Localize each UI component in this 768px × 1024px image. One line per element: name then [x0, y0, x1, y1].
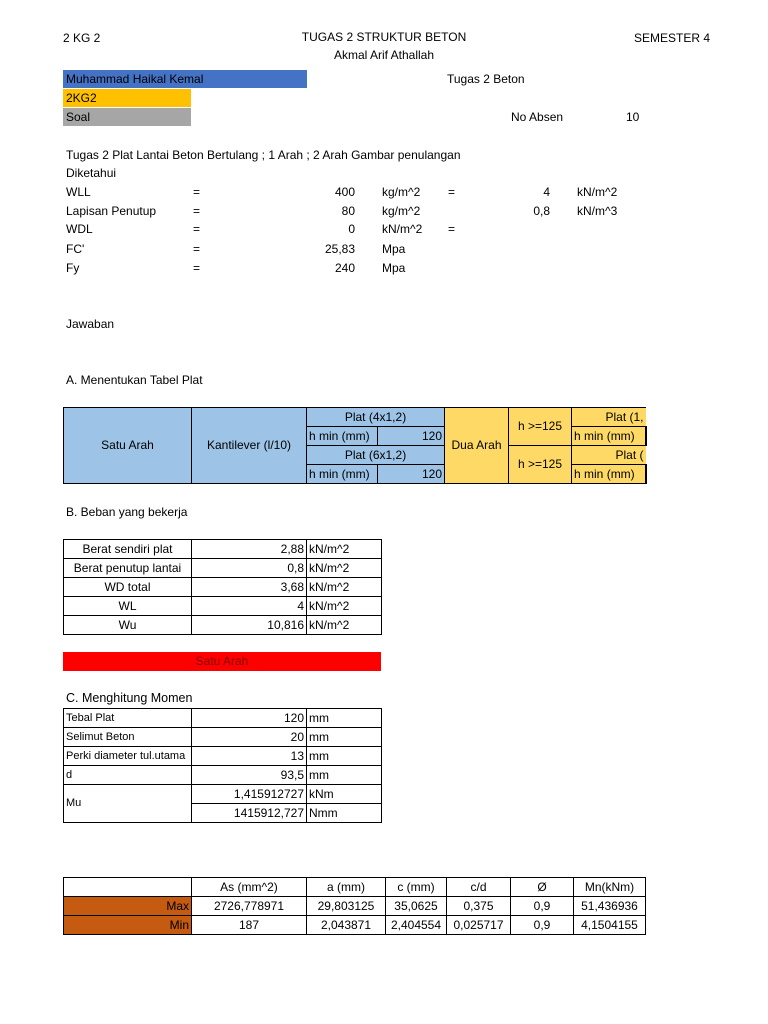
load-label[interactable]: WD total: [64, 578, 192, 597]
table-row: [64, 616, 382, 635]
param-unit[interactable]: mm: [307, 728, 382, 747]
col-header[interactable]: a (mm): [307, 878, 386, 897]
table-row: [64, 709, 382, 728]
load-value[interactable]: 3,68: [192, 578, 307, 597]
known-value: 80: [341, 204, 355, 218]
result-cell[interactable]: 0,9: [511, 897, 574, 916]
converted-unit: kN/m^2: [577, 185, 618, 199]
load-unit[interactable]: kN/m^2: [307, 616, 382, 635]
known-value: 0: [348, 222, 355, 236]
mu-nmm-unit[interactable]: Nmm: [307, 804, 382, 823]
result-cell[interactable]: 2726,778971: [192, 897, 307, 916]
h-min-cond-1[interactable]: h >=125: [509, 408, 572, 446]
param-label[interactable]: Tebal Plat: [64, 709, 192, 728]
table-row: [64, 747, 382, 766]
load-label[interactable]: WL: [64, 597, 192, 616]
param-value[interactable]: 20: [192, 728, 307, 747]
load-unit[interactable]: kN/m^2: [307, 597, 382, 616]
class-code: 2 KG 2: [63, 31, 101, 45]
result-cell[interactable]: 2,404554: [386, 916, 447, 935]
param-unit[interactable]: mm: [307, 709, 382, 728]
known-unit: Mpa: [382, 261, 406, 275]
table-row: [64, 785, 382, 804]
known-name: FC': [66, 242, 85, 256]
doc-title: TUGAS 2 STRUKTUR BETON: [301, 30, 467, 44]
col-header[interactable]: c (mm): [386, 878, 447, 897]
satu-arah-banner[interactable]: Satu Arah: [63, 652, 381, 671]
result-cell[interactable]: 29,803125: [307, 897, 386, 916]
result-cell[interactable]: 0,9: [511, 916, 574, 935]
load-label[interactable]: Berat penutup lantai: [64, 559, 192, 578]
result-cell[interactable]: 35,0625: [386, 897, 447, 916]
table-row: [64, 559, 382, 578]
row-label-max[interactable]: Max: [64, 897, 192, 916]
known-name: WLL: [66, 185, 91, 199]
known-name: Lapisan Penutup: [66, 204, 157, 218]
hmin-label-3[interactable]: h min (mm): [572, 427, 646, 446]
equals-sign: =: [193, 261, 201, 275]
load-unit[interactable]: kN/m^2: [307, 578, 382, 597]
result-cell[interactable]: 51,436936: [574, 897, 646, 916]
load-table: [63, 539, 382, 635]
result-cell[interactable]: 0,025717: [447, 916, 511, 935]
result-table: [63, 877, 646, 935]
task-label: Tugas 2 Beton: [447, 72, 525, 86]
corner-cell: [64, 878, 192, 897]
result-cell[interactable]: 2,043871: [307, 916, 386, 935]
converted-value: 0,8: [533, 204, 550, 218]
hmin-label-1[interactable]: h min (mm): [307, 427, 378, 446]
author: Akmal Arif Athallah: [333, 48, 435, 62]
param-label[interactable]: Perki diameter tul.utama: [64, 747, 192, 766]
param-value[interactable]: 13: [192, 747, 307, 766]
known-name: Fy: [66, 261, 80, 275]
section-a-title: A. Menentukan Tabel Plat: [66, 373, 203, 387]
equals-sign: =: [193, 185, 201, 199]
known-unit: Mpa: [382, 242, 406, 256]
table-row: [64, 897, 646, 916]
student-class-cell[interactable]: 2KG2: [63, 89, 191, 107]
known-value: 240: [334, 261, 355, 275]
soal-cell[interactable]: Soal: [63, 108, 191, 126]
satu-arah-cell[interactable]: Satu Arah: [64, 408, 192, 484]
known-label: Diketahui: [66, 166, 117, 180]
param-label[interactable]: d: [64, 766, 192, 785]
load-unit[interactable]: kN/m^2: [307, 559, 382, 578]
load-label[interactable]: Wu: [64, 616, 192, 635]
student-name-cell[interactable]: Muhammad Haikal Kemal: [63, 70, 307, 88]
mu-label[interactable]: Mu: [64, 785, 192, 823]
load-value[interactable]: 2,88: [192, 540, 307, 559]
load-value[interactable]: 0,8: [192, 559, 307, 578]
col-header[interactable]: c/d: [447, 878, 511, 897]
h-min-cond-2[interactable]: h >=125: [509, 446, 572, 484]
equals-sign: =: [193, 242, 201, 256]
hmin-value-1[interactable]: 120: [378, 427, 445, 446]
col-header[interactable]: Ø: [511, 878, 574, 897]
table-row: [64, 916, 646, 935]
known-value: 25,83: [324, 242, 355, 256]
hmin-value-2[interactable]: 120: [378, 465, 445, 484]
col-header[interactable]: As (mm^2): [192, 878, 307, 897]
param-label[interactable]: Selimut Beton: [64, 728, 192, 747]
param-value[interactable]: 120: [192, 709, 307, 728]
section-c-title: C. Menghitung Momen: [66, 691, 193, 705]
table-row: [64, 597, 382, 616]
table-row: [64, 728, 382, 747]
param-unit[interactable]: mm: [307, 766, 382, 785]
row-label-min[interactable]: Min: [64, 916, 192, 935]
result-cell[interactable]: 4,1504155: [574, 916, 646, 935]
param-unit[interactable]: mm: [307, 747, 382, 766]
param-value[interactable]: 93,5: [192, 766, 307, 785]
known-unit: kg/m^2: [382, 185, 421, 199]
equals-sign: =: [193, 222, 201, 236]
hmin-label-4[interactable]: h min (mm): [572, 465, 646, 484]
mu-knm-unit[interactable]: kNm: [307, 785, 382, 804]
dua-arah-cell[interactable]: Dua Arah: [445, 408, 509, 484]
plat-2-cell[interactable]: Plat (: [572, 446, 646, 465]
problem-title: Tugas 2 Plat Lantai Beton Bertulang ; 1 Arah ; 2 Arah Gambar penulangan: [66, 148, 461, 162]
converted-value: 4: [543, 185, 550, 199]
semester: SEMESTER 4: [634, 31, 711, 45]
table-row: [64, 766, 382, 785]
converted-unit: kN/m^3: [577, 204, 618, 218]
known-unit: kN/m^2: [382, 222, 423, 236]
moment-table: [63, 708, 382, 823]
col-header[interactable]: Mn(kNm): [574, 878, 646, 897]
load-label[interactable]: Berat sendiri plat: [64, 540, 192, 559]
result-cell[interactable]: 0,375: [447, 897, 511, 916]
table-row: [64, 540, 382, 559]
equals-sign: =: [448, 222, 456, 236]
table-header-row: [64, 878, 646, 897]
mu-knm-value[interactable]: 1,415912727: [192, 785, 307, 804]
equals-sign: =: [448, 185, 456, 199]
known-name: WDL: [66, 222, 93, 236]
result-cell[interactable]: 187: [192, 916, 307, 935]
absen-label: No Absen: [511, 110, 564, 124]
known-unit: kg/m^2: [382, 204, 421, 218]
table-row: [64, 578, 382, 597]
load-unit[interactable]: kN/m^2: [307, 540, 382, 559]
hmin-label-2[interactable]: h min (mm): [307, 465, 378, 484]
plat-1-cell[interactable]: Plat (1,: [572, 408, 646, 427]
answer-label: Jawaban: [66, 317, 115, 331]
load-value[interactable]: 10,816: [192, 616, 307, 635]
absen-value: 10: [626, 110, 640, 124]
known-value: 400: [334, 185, 355, 199]
plat-4x12-cell[interactable]: Plat (4x1,2): [307, 408, 445, 427]
plat-6x12-cell[interactable]: Plat (6x1,2): [307, 446, 445, 465]
plate-table: [63, 407, 647, 484]
equals-sign: =: [193, 204, 201, 218]
mu-nmm-value[interactable]: 1415912,727: [192, 804, 307, 823]
kantilever-cell[interactable]: Kantilever (l/10): [192, 408, 307, 484]
section-b-title: B. Beban yang bekerja: [66, 505, 188, 519]
load-value[interactable]: 4: [192, 597, 307, 616]
